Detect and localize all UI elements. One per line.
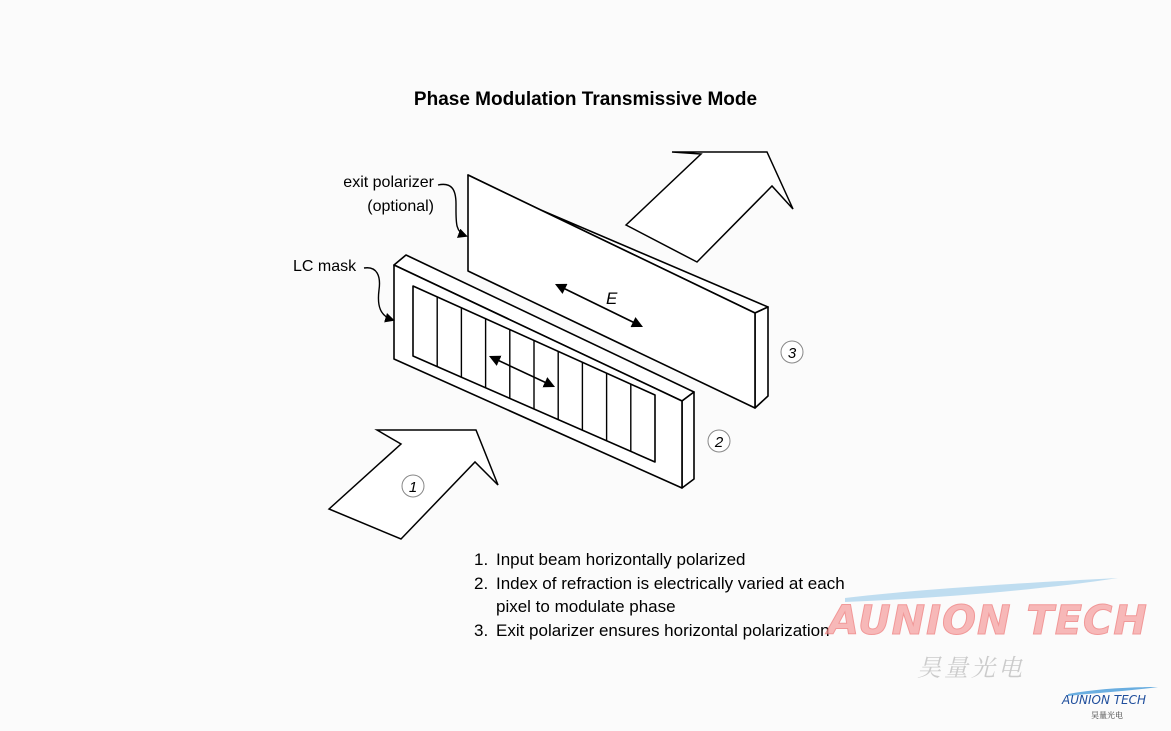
legend-item: 2. Index of refraction is electrically varied at each — [474, 573, 845, 593]
corner-logo-chinese: 昊量光电 — [1091, 711, 1123, 720]
legend-list — [474, 548, 845, 642]
corner-logo-brand: AUNION TECH — [1062, 693, 1147, 707]
exit-polarizer-leader — [438, 184, 466, 236]
watermark-chinese-text: 昊量光电 — [917, 654, 1025, 682]
legend-item: 1. Input beam horizontally polarized — [474, 550, 746, 569]
field-e-label: E — [606, 289, 618, 308]
lc-mask-label: LC mask — [293, 258, 357, 275]
svg-text:2: 2 — [714, 434, 724, 451]
corner-logo — [1060, 683, 1160, 723]
marker-2 — [708, 430, 730, 452]
lc-mask-leader — [364, 268, 393, 320]
page-title: Phase Modulation Transmissive Mode — [413, 89, 758, 110]
marker-3 — [781, 341, 803, 363]
legend-item-continuation: pixel to modulate phase — [496, 597, 676, 616]
legend-item: 3. Exit polarizer ensures horizontal polarization — [474, 620, 830, 640]
exit-polarizer-label: exit polarizer — [343, 174, 434, 191]
svg-text:3: 3 — [787, 345, 797, 362]
watermark-logo — [820, 570, 1148, 682]
marker-1 — [402, 475, 424, 497]
svg-text:1: 1 — [408, 479, 418, 496]
output-beam-arrow — [626, 152, 793, 262]
optional-label: (optional) — [367, 198, 434, 215]
watermark-brand-text: AUNION TECH — [828, 598, 1148, 644]
